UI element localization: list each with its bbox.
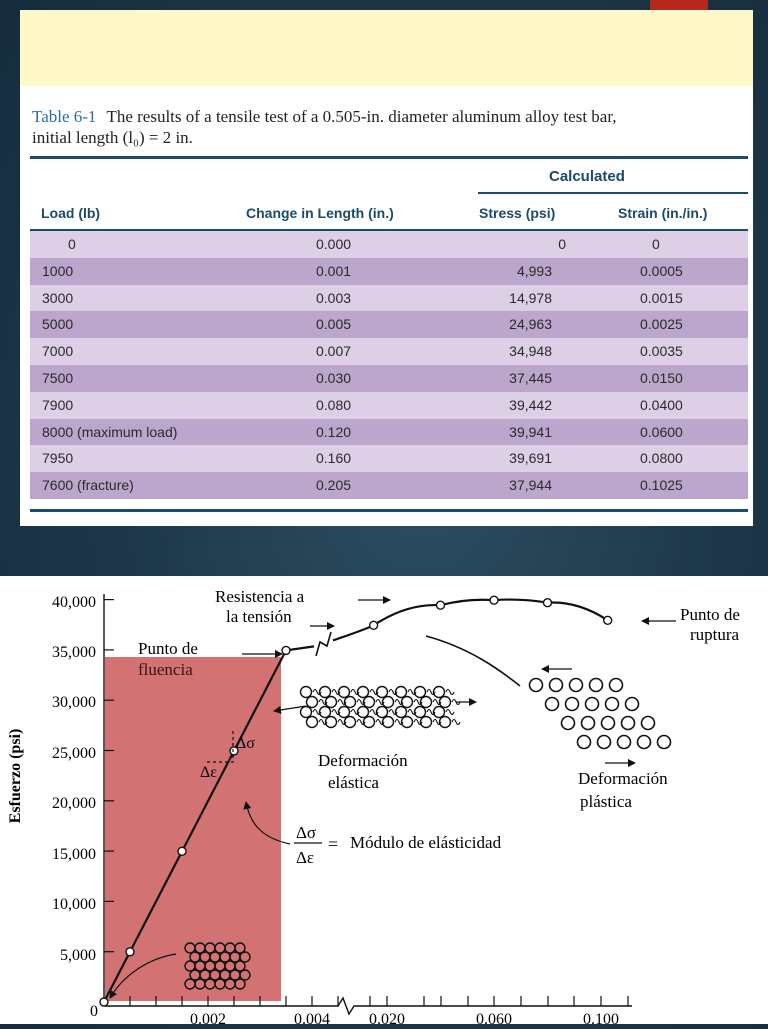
data-point: [544, 599, 552, 607]
cell-strain: 0.0005: [640, 262, 683, 279]
table-body: [30, 231, 748, 499]
atom: [377, 687, 388, 698]
modulus-label: Módulo de elásticidad: [350, 833, 502, 852]
fracture-label-line2: ruptura: [690, 625, 740, 644]
caption-line2: initial length (l₀) = 2 in.: [32, 128, 193, 147]
atom: [396, 687, 407, 698]
bond: [446, 710, 454, 715]
atom: [606, 698, 619, 711]
modulus-equals: =: [328, 834, 339, 854]
atom: [421, 697, 432, 708]
table-panel: [20, 86, 753, 526]
y-axis-label: Esfuerzo (psi): [7, 728, 24, 824]
data-point: [370, 621, 378, 629]
y-tick-label: 25,000: [52, 745, 96, 762]
table-number: Table 6-1: [32, 107, 97, 126]
y-tick-label: 30,000: [52, 694, 96, 711]
cell-stress: 24,963: [509, 316, 552, 333]
cell-load: 7900: [42, 396, 74, 413]
atom: [570, 679, 583, 692]
plastic-label-line1: Deformación: [578, 769, 668, 788]
table-top-rule: [30, 156, 748, 159]
atom: [658, 736, 671, 749]
atom: [618, 736, 631, 749]
atom: [440, 697, 451, 708]
table-row: [30, 285, 748, 312]
cell-strain: 0.0035: [640, 343, 683, 360]
plastic-pointer-curve: [426, 636, 520, 686]
cell-change: 0.007: [316, 343, 352, 360]
table-row: [30, 419, 748, 446]
y-tick-label: 15,000: [52, 846, 96, 863]
delta-sigma-label: Δσ: [236, 735, 255, 752]
cell-strain: 0: [652, 236, 660, 252]
elastic-label-line2: elástica: [328, 773, 379, 792]
cell-stress: 4,993: [516, 262, 552, 279]
data-point: [282, 646, 290, 654]
atom: [550, 679, 563, 692]
header-change: Change in Length (in.): [246, 205, 394, 221]
y-tick-label: 35,000: [52, 644, 96, 661]
cell-change: 0.120: [316, 423, 352, 440]
table-row: [30, 231, 748, 258]
atom: [434, 687, 445, 698]
calculated-header: Calculated: [549, 168, 625, 185]
cell-load: 8000 (maximum load): [42, 423, 178, 440]
atom: [377, 707, 388, 718]
cell-stress: 14,978: [509, 289, 552, 306]
atom: [326, 697, 337, 708]
atom: [421, 717, 432, 728]
atom: [301, 707, 312, 718]
cell-load: 7950: [42, 450, 74, 467]
cell-load: 7000: [42, 343, 74, 360]
cell-load: 7600 (fracture): [42, 477, 134, 494]
modulus-delta-epsilon: Δε: [296, 848, 315, 867]
data-point: [100, 998, 108, 1006]
atom: [320, 707, 331, 718]
data-point: [126, 948, 134, 956]
atom: [345, 717, 356, 728]
uts-label-line1: Resistencia a: [215, 587, 305, 606]
y-tick-label: 10,000: [52, 896, 96, 913]
header-strain: Strain (in./in.): [618, 205, 708, 221]
atom: [358, 707, 369, 718]
data-point: [178, 847, 186, 855]
atom: [402, 717, 413, 728]
title-banner: [20, 10, 753, 86]
corner-accent: [650, 0, 708, 10]
cell-load: 1000: [42, 262, 74, 279]
y-tick-label: 20,000: [52, 795, 96, 812]
x-tick-label: 0.060: [476, 1011, 512, 1024]
table-row: [30, 311, 748, 338]
atom: [440, 717, 451, 728]
x-tick-label: 0.004: [294, 1011, 330, 1024]
cell-change: 0.160: [316, 450, 352, 467]
atom: [642, 717, 655, 730]
atom: [590, 679, 603, 692]
y-tick-label: 40,000: [52, 594, 96, 611]
data-point: [490, 596, 498, 604]
uts-label-line2: la tensión: [226, 607, 292, 626]
cell-stress: 39,941: [509, 423, 552, 440]
atom: [434, 707, 445, 718]
yield-label-line2: fluencia: [138, 660, 193, 679]
table-row: [30, 472, 748, 499]
atom: [339, 687, 350, 698]
elastic-atoms-icon: [301, 687, 461, 728]
atom: [402, 697, 413, 708]
cell-change: 0.030: [316, 369, 352, 386]
header-load: Load (lb): [41, 205, 101, 221]
atom: [546, 698, 559, 711]
atom: [638, 736, 651, 749]
cell-change: 0.000: [316, 236, 352, 252]
cell-stress: 39,691: [509, 450, 552, 467]
cell-strain: 0.0015: [640, 289, 683, 306]
cell-change: 0.005: [316, 316, 352, 333]
y-tick-label: 5,000: [60, 947, 96, 964]
atom: [383, 717, 394, 728]
atom: [345, 697, 356, 708]
table-row: [30, 365, 748, 392]
cell-change: 0.001: [316, 262, 352, 279]
x-tick-label: 0.020: [369, 1011, 405, 1024]
atom: [358, 687, 369, 698]
atom: [364, 697, 375, 708]
atom: [602, 717, 615, 730]
yield-label-line1: Punto de: [138, 639, 198, 658]
bond: [452, 720, 460, 725]
table-row: [30, 392, 748, 419]
atom: [530, 679, 543, 692]
calculated-rule: [478, 192, 748, 194]
cell-change: 0.205: [316, 477, 352, 494]
table-caption: [32, 106, 752, 148]
stress-strain-chart: [0, 576, 768, 1024]
cell-load: 0: [68, 236, 76, 252]
cell-load: 3000: [42, 289, 74, 306]
atom: [622, 717, 635, 730]
atom: [598, 736, 611, 749]
bond: [446, 690, 454, 695]
modulus-delta-sigma: Δσ: [296, 823, 317, 842]
atom: [582, 717, 595, 730]
data-point: [437, 601, 445, 609]
chart-panel: [0, 576, 768, 1024]
fracture-label-line1: Punto de: [680, 605, 740, 624]
y-tick-label: 0: [90, 1003, 98, 1020]
cell-load: 5000: [42, 316, 74, 333]
cell-strain: 0.0150: [640, 369, 683, 386]
atom: [320, 687, 331, 698]
atom: [307, 717, 318, 728]
x-tick-label: 0.002: [190, 1011, 226, 1024]
atom: [415, 687, 426, 698]
atom: [562, 717, 575, 730]
atom: [326, 717, 337, 728]
header-stress: Stress (psi): [479, 205, 556, 221]
curve-break-mark: [316, 632, 331, 656]
atom: [307, 697, 318, 708]
cell-change: 0.080: [316, 396, 352, 413]
data-point: [604, 616, 612, 624]
atom: [626, 698, 639, 711]
elastic-label-line1: Deformación: [318, 751, 408, 770]
atom: [396, 707, 407, 718]
atom: [301, 687, 312, 698]
delta-epsilon-label: Δε: [200, 764, 218, 781]
atom: [610, 679, 623, 692]
cell-strain: 0.0600: [640, 423, 683, 440]
cell-stress: 39,442: [509, 396, 552, 413]
atom: [415, 707, 426, 718]
atom: [339, 707, 350, 718]
atom: [586, 698, 599, 711]
plastic-label-line2: plástica: [580, 792, 632, 811]
cell-change: 0.003: [316, 289, 352, 306]
cell-stress: 37,445: [509, 369, 552, 386]
cell-stress: 34,948: [509, 343, 552, 360]
atom: [383, 697, 394, 708]
table-row: [30, 258, 748, 285]
table-row: [30, 338, 748, 365]
caption-line1: The results of a tensile test of a 0.505-in. diameter aluminum alloy test bar,: [106, 107, 617, 126]
plastic-atoms-icon: [530, 679, 671, 749]
atom: [566, 698, 579, 711]
cell-strain: 0.0400: [640, 396, 683, 413]
table-row: [30, 445, 748, 472]
table-bottom-rule: [30, 509, 748, 512]
atom: [578, 736, 591, 749]
cell-strain: 0.1025: [640, 477, 683, 494]
cell-strain: 0.0025: [640, 316, 683, 333]
cell-strain: 0.0800: [640, 450, 683, 467]
cell-load: 7500: [42, 369, 74, 386]
cell-stress: 0: [558, 236, 566, 252]
atom: [364, 717, 375, 728]
x-tick-label: 0.100: [583, 1011, 619, 1024]
cell-stress: 37,944: [509, 477, 552, 494]
